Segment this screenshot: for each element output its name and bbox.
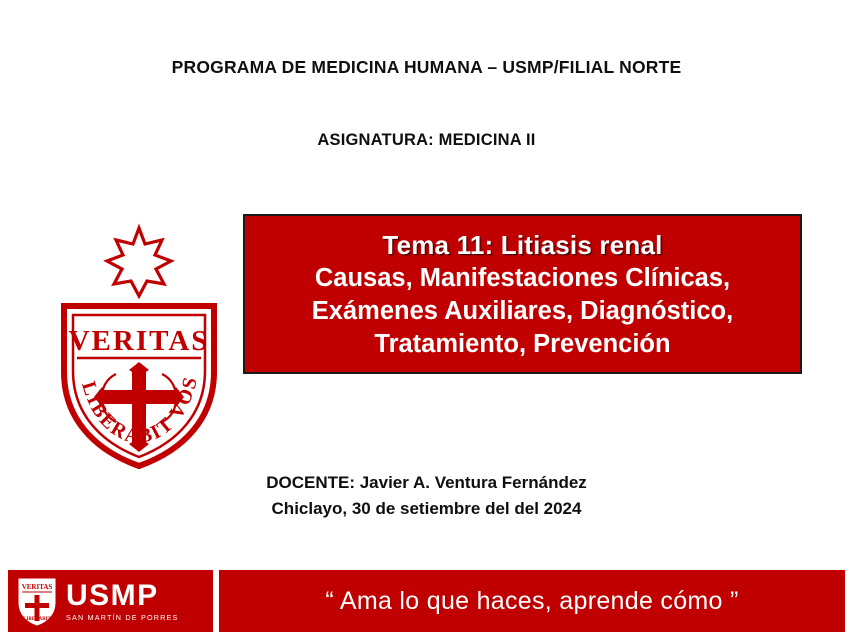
footer-slogan-block: [219, 570, 845, 632]
place-date: Chiclayo, 30 de setiembre del del 2024: [271, 499, 582, 518]
slide-title-box: [243, 214, 802, 374]
topic-title: Tema 11: Litiasis renal: [382, 230, 663, 260]
footer-slogan: “ Ama lo que haces, aprende cómo ”: [325, 586, 739, 615]
svg-text:VERITAS: VERITAS: [68, 325, 210, 357]
page-title: PROGRAMA DE MEDICINA HUMANA – USMP/FILIAL NORTE: [171, 57, 682, 77]
svg-text:LIBERABIT: LIBERABIT: [23, 617, 51, 622]
footer-bar: [0, 562, 853, 640]
footer-logo-block: [8, 570, 213, 632]
svg-text:VERITAS: VERITAS: [21, 583, 53, 591]
footer-brand-text: [66, 578, 179, 622]
svg-text:LIBERABIT VOS: LIBERABIT VOS: [77, 373, 203, 449]
usmp-shield-small-icon: [16, 575, 58, 627]
presenter-block: [0, 470, 853, 522]
usmp-shield-crest-icon: [44, 222, 234, 472]
footer-brand: USMP: [66, 578, 159, 612]
docente-label: DOCENTE:: [266, 473, 355, 492]
topic-subtitle-line-1: Causas, Manifestaciones Clínicas,: [314, 264, 731, 292]
footer-brand-sub: SAN MARTÍN DE PORRES: [66, 612, 179, 622]
docente-name: Javier A. Ventura Fernández: [359, 473, 587, 492]
presenter-line: [0, 470, 853, 496]
topic-subtitle-line-2: Exámenes Auxiliares, Diagnóstico,: [311, 297, 734, 325]
topic-subtitle-line-3: Tratamiento, Prevención: [374, 330, 671, 358]
course-subtitle: ASIGNATURA: MEDICINA II: [317, 131, 536, 149]
